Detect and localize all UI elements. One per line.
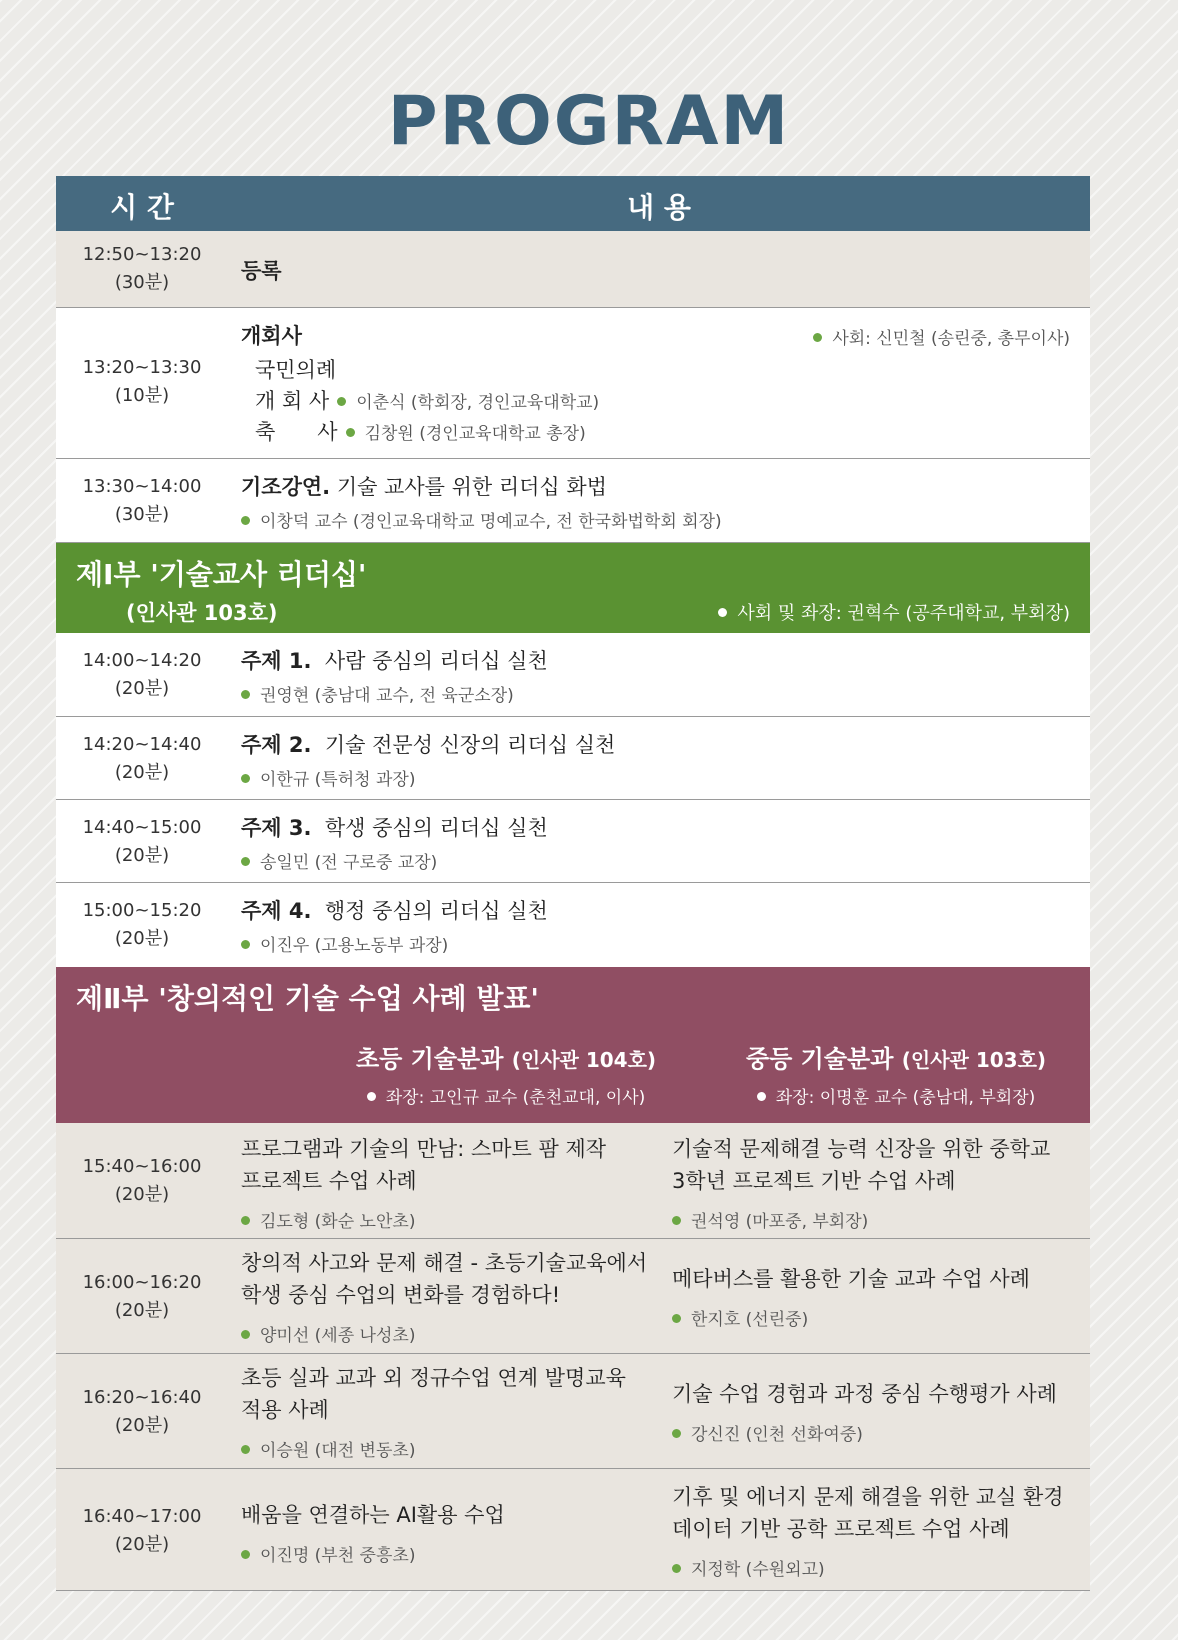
speaker: 김도형 (화순 노안초)	[260, 1212, 416, 1232]
speaker: 지정학 (수원외고)	[691, 1560, 825, 1580]
session-name: 학생 중심의 리더십 실천	[324, 816, 548, 840]
speaker-line	[241, 765, 415, 790]
time-cell	[56, 1269, 228, 1325]
speaker: 이진명 (부천 중흥초)	[260, 1546, 416, 1566]
topic-number: 주제 3.	[241, 816, 312, 840]
speaker: 이진우 (고용노동부 과장)	[260, 936, 449, 956]
table-row	[56, 459, 1090, 543]
speaker-line	[672, 1555, 825, 1580]
speaker-line	[672, 1305, 808, 1330]
time-cell	[56, 1153, 228, 1209]
bullet-icon	[757, 1092, 766, 1101]
duration: (20분)	[114, 1300, 170, 1321]
time-range: 15:00~15:20	[82, 900, 202, 921]
track-label: 중등 기술분과	[745, 1045, 894, 1073]
speaker-line	[241, 1436, 415, 1461]
table-row	[56, 883, 1090, 967]
duration: (30분)	[114, 504, 170, 525]
session-line: 프로그램과 기술의 만남: 스마트 팜 제작	[241, 1137, 607, 1161]
speaker: 이춘식 (학회장, 경인교육대학교)	[356, 393, 600, 413]
time-cell	[56, 241, 228, 297]
duration: (20분)	[114, 928, 170, 949]
table-row	[56, 308, 1090, 459]
host-info	[813, 324, 1070, 349]
agenda-label: 국민의례	[255, 358, 337, 382]
speaker-line	[241, 1321, 415, 1346]
duration: (20분)	[114, 1184, 170, 1205]
time-range: 13:20~13:30	[82, 357, 202, 378]
table-row	[56, 1239, 1090, 1354]
speaker: 김창원 (경인교육대학교 총장)	[364, 424, 586, 444]
agenda-label: 개 회 사	[255, 389, 330, 413]
header-content: 내 용	[627, 191, 691, 224]
agenda-item	[255, 354, 336, 384]
session-title	[241, 812, 548, 842]
duration: (20분)	[114, 1415, 170, 1436]
part1-header	[56, 543, 1090, 633]
speaker: 송일민 (전 구로중 교장)	[260, 853, 438, 873]
host-text: 사회: 신민철 (송린중, 총무이사)	[832, 329, 1070, 349]
table-row	[56, 800, 1090, 883]
program-table	[56, 176, 1090, 1591]
session-secondary	[672, 1133, 1050, 1197]
session-title	[241, 471, 607, 501]
session-line: 기후 및 에너지 문제 해결을 위한 교실 환경	[672, 1485, 1064, 1509]
part1-host	[718, 599, 1070, 625]
session-name: 사람 중심의 리더십 실천	[324, 649, 548, 673]
table-row	[56, 231, 1090, 308]
time-range: 14:40~15:00	[82, 817, 202, 838]
session-line: 프로젝트 수업 사례	[241, 1169, 417, 1193]
table-row	[56, 717, 1090, 800]
bullet-icon	[241, 857, 250, 866]
bullet-icon	[672, 1216, 681, 1225]
bullet-icon	[241, 774, 250, 783]
session-elementary	[241, 1499, 505, 1531]
speaker-line	[672, 1207, 868, 1232]
speaker: 양미선 (세종 나성초)	[260, 1326, 416, 1346]
table-header	[56, 176, 1090, 231]
session-line: 적용 사례	[241, 1398, 329, 1422]
session-line: 기술 수업 경험과 과정 중심 수행평가 사례	[672, 1382, 1057, 1406]
time-range: 14:20~14:40	[82, 734, 202, 755]
bullet-icon	[672, 1314, 681, 1323]
session-line: 배움을 연결하는 AI활용 수업	[241, 1503, 505, 1527]
track-secondary-chair	[686, 1083, 1106, 1108]
table-row	[56, 1354, 1090, 1469]
page-title: PROGRAM	[387, 82, 791, 161]
speaker-line	[241, 681, 514, 706]
speaker-line	[241, 931, 448, 956]
time-cell	[56, 647, 228, 703]
bullet-icon	[241, 1216, 250, 1225]
part1-room: (인사관 103호)	[126, 601, 278, 625]
speaker: 권석영 (마포중, 부회장)	[691, 1212, 869, 1232]
bullet-icon	[241, 1550, 250, 1559]
time-cell	[56, 1384, 228, 1440]
bullet-icon	[813, 333, 822, 342]
speaker-line	[672, 1420, 863, 1445]
header-time: 시 간	[110, 191, 174, 224]
session-line: 초등 실과 교과 외 정규수업 연계 발명교육	[241, 1366, 626, 1390]
session-line: 학생 중심 수업의 변화를 경험하다!	[241, 1283, 561, 1307]
track-room: (인사관 104호)	[511, 1048, 657, 1072]
session-line: 3학년 프로젝트 기반 수업 사례	[672, 1169, 956, 1193]
topic-number: 주제 1.	[241, 649, 312, 673]
time-range: 12:50~13:20	[82, 244, 202, 265]
time-cell	[56, 814, 228, 870]
session-secondary	[672, 1263, 1030, 1295]
speaker: 권영현 (충남대 교수, 전 육군소장)	[260, 686, 514, 706]
part2-header	[56, 967, 1090, 1123]
time-range: 15:40~16:00	[82, 1156, 202, 1177]
table-row	[56, 1123, 1090, 1239]
bullet-icon	[672, 1564, 681, 1573]
speaker-line	[241, 507, 722, 532]
time-cell	[56, 731, 228, 787]
table-row	[56, 633, 1090, 717]
duration: (20분)	[114, 762, 170, 783]
part2-title: 제Ⅱ부 '창의적인 기술 수업 사례 발표'	[76, 982, 540, 1015]
time-range: 16:20~16:40	[82, 1387, 202, 1408]
bullet-icon	[367, 1092, 376, 1101]
bullet-icon	[241, 1445, 250, 1454]
chair-text: 좌장: 고인규 교수 (춘천교대, 이사)	[385, 1088, 646, 1108]
speaker: 이한규 (특허청 과장)	[260, 770, 416, 790]
session-title	[241, 645, 548, 675]
session-secondary	[672, 1481, 1064, 1545]
track-elementary-name	[296, 1039, 716, 1074]
time-range: 13:30~14:00	[82, 476, 202, 497]
session-name: 기술 교사를 위한 리더십 화법	[336, 475, 607, 499]
speaker: 이승원 (대전 변동초)	[260, 1441, 416, 1461]
agenda-item	[255, 416, 586, 446]
time-cell	[56, 1503, 228, 1559]
session-title	[241, 729, 615, 759]
table-row	[56, 1469, 1090, 1591]
session-line: 창의적 사고와 문제 해결 - 초등기술교육에서	[241, 1251, 648, 1275]
time-cell	[56, 897, 228, 953]
session-title: 개회사	[241, 324, 302, 348]
duration: (10분)	[114, 385, 170, 406]
track-label: 초등 기술분과	[355, 1045, 504, 1073]
speaker-line	[241, 1541, 415, 1566]
session-name: 행정 중심의 리더십 실천	[324, 899, 548, 923]
bullet-icon	[346, 428, 355, 437]
host-text: 사회 및 좌장: 권혁수 (공주대학교, 부회장)	[737, 603, 1070, 624]
duration: (20분)	[114, 1534, 170, 1555]
bullet-icon	[337, 397, 346, 406]
agenda-label: 축 사	[255, 420, 338, 444]
bullet-icon	[241, 940, 250, 949]
track-elementary-chair	[296, 1083, 716, 1108]
bullet-icon	[241, 690, 250, 699]
speaker-line	[241, 848, 437, 873]
session-name: 기술 전문성 신장의 리더십 실천	[324, 733, 616, 757]
session-title: 등록	[241, 259, 282, 283]
speaker: 한지호 (선린중)	[691, 1310, 809, 1330]
session-elementary	[241, 1362, 626, 1426]
topic-number: 주제 4.	[241, 899, 312, 923]
topic-number: 주제 2.	[241, 733, 312, 757]
session-line: 기술적 문제해결 능력 신장을 위한 중학교	[672, 1137, 1051, 1161]
speaker-line	[241, 1207, 415, 1232]
track-room: (인사관 103호)	[901, 1048, 1047, 1072]
session-label: 기조강연.	[241, 475, 331, 499]
time-cell	[56, 354, 228, 410]
duration: (30분)	[114, 272, 170, 293]
session-line: 메타버스를 활용한 기술 교과 수업 사례	[672, 1267, 1030, 1291]
session-elementary	[241, 1247, 647, 1311]
bullet-icon	[718, 608, 727, 617]
duration: (20분)	[114, 678, 170, 699]
bullet-icon	[241, 1330, 250, 1339]
duration: (20분)	[114, 845, 170, 866]
chair-text: 좌장: 이명훈 교수 (충남대, 부회장)	[775, 1088, 1036, 1108]
bullet-icon	[672, 1429, 681, 1438]
speaker: 이창덕 교수 (경인교육대학교 명예교수, 전 한국화법학회 회장)	[260, 512, 722, 532]
track-secondary-name	[686, 1039, 1106, 1074]
bullet-icon	[241, 516, 250, 525]
session-title	[241, 895, 548, 925]
time-range: 14:00~14:20	[82, 650, 202, 671]
speaker: 강신진 (인천 선화여중)	[691, 1425, 863, 1445]
agenda-item	[255, 385, 599, 415]
time-cell	[56, 473, 228, 529]
session-elementary	[241, 1133, 606, 1197]
time-range: 16:00~16:20	[82, 1272, 202, 1293]
time-range: 16:40~17:00	[82, 1506, 202, 1527]
part1-title: 제Ⅰ부 '기술교사 리더십'	[76, 558, 367, 591]
session-secondary	[672, 1378, 1057, 1410]
session-line: 데이터 기반 공학 프로젝트 수업 사례	[672, 1517, 1010, 1541]
